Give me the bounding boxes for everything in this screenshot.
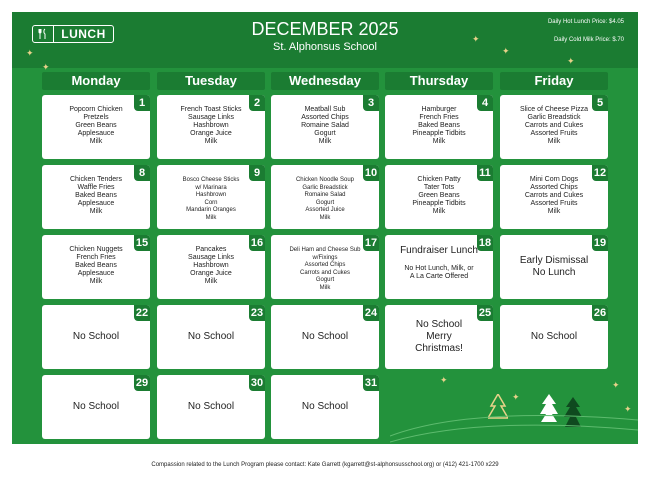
day-cell bbox=[42, 165, 150, 229]
hot-lunch-price: Daily Hot Lunch Price: $4.05 bbox=[547, 19, 624, 25]
date-number: 25 bbox=[478, 307, 492, 319]
menu-list bbox=[271, 247, 379, 292]
cell-heading bbox=[42, 331, 150, 343]
menu-item: Gogurt bbox=[315, 199, 335, 206]
day-cell bbox=[157, 95, 265, 159]
menu-item: Orange Juice bbox=[190, 130, 232, 137]
cell-heading-line: No School bbox=[415, 319, 463, 330]
school-name: St. Alphonsus School bbox=[273, 41, 377, 53]
menu-item: French Fries bbox=[76, 254, 116, 261]
star-icon: ✦ bbox=[440, 375, 448, 385]
footer-contact: Compassion related to the Lunch Program please contact: Kate Garrett (kgarrett@st-alphonsusschool.org) or (412) 421-1700 x229 bbox=[151, 462, 499, 468]
day-cell bbox=[271, 375, 379, 439]
cell-heading bbox=[385, 319, 493, 355]
menu-item: Baked Beans bbox=[75, 262, 117, 269]
menu-item: Green Beans bbox=[75, 122, 117, 129]
date-number: 24 bbox=[364, 307, 378, 319]
cell-heading-line: No School bbox=[530, 331, 578, 342]
day-cell bbox=[385, 305, 493, 369]
menu-item: w/Fixings bbox=[312, 254, 338, 261]
star-icon: ✦ bbox=[512, 392, 520, 402]
date-number: 9 bbox=[249, 165, 265, 181]
menu-item: Baked Beans bbox=[418, 122, 460, 129]
star-icon: ✦ bbox=[42, 62, 50, 72]
menu-list bbox=[271, 177, 379, 222]
date-number: 5 bbox=[592, 95, 608, 111]
menu-item: Chicken Noodle Soup bbox=[295, 177, 355, 183]
menu-item: Chicken Patty bbox=[417, 176, 461, 183]
date-number: 15 bbox=[135, 237, 149, 249]
menu-item: Romaine Salad bbox=[301, 122, 349, 129]
menu-item: Waffle Fries bbox=[77, 184, 115, 191]
date-number: 4 bbox=[477, 95, 493, 111]
menu-item: Pancakes bbox=[195, 246, 227, 253]
date-number: 3 bbox=[363, 95, 379, 111]
day-header-thursday: Thursday bbox=[385, 72, 493, 90]
menu-item: Milk bbox=[319, 284, 331, 291]
cell-heading bbox=[271, 331, 379, 343]
day-cell bbox=[157, 375, 265, 439]
cell-heading-line: No School bbox=[301, 331, 349, 342]
menu-list bbox=[42, 176, 150, 216]
star-icon: ✦ bbox=[612, 380, 620, 390]
calendar-board bbox=[12, 12, 638, 444]
date-number: 16 bbox=[250, 237, 264, 249]
menu-item: Chicken Tenders bbox=[69, 176, 122, 183]
cell-heading-line: No School bbox=[187, 331, 235, 342]
menu-item: Sausage Links bbox=[188, 254, 234, 261]
date-number: 2 bbox=[249, 95, 265, 111]
menu-item: Milk bbox=[318, 138, 332, 145]
date-number: 23 bbox=[250, 307, 264, 319]
day-cell bbox=[271, 305, 379, 369]
menu-list bbox=[385, 265, 493, 281]
cell-heading bbox=[42, 401, 150, 413]
menu-item: Pretzels bbox=[83, 114, 109, 121]
menu-list bbox=[157, 177, 265, 222]
day-cell bbox=[500, 165, 608, 229]
day-header-tuesday: Tuesday bbox=[157, 72, 265, 90]
menu-item: Assorted Juice bbox=[305, 207, 345, 213]
menu-list bbox=[271, 106, 379, 146]
date-number: 19 bbox=[593, 237, 607, 249]
menu-item: Green Beans bbox=[418, 192, 460, 199]
cell-heading-line: Christmas! bbox=[415, 343, 463, 354]
menu-item: Gogurt bbox=[315, 277, 335, 283]
menu-item: Assorted Chips bbox=[301, 114, 349, 121]
menu-item: French Fries bbox=[419, 114, 459, 121]
star-icon: ✦ bbox=[624, 404, 632, 414]
menu-item: Carrots and Cukes bbox=[524, 122, 584, 129]
menu-item: Milk bbox=[204, 278, 218, 285]
date-number: 30 bbox=[250, 377, 264, 389]
menu-list bbox=[42, 246, 150, 286]
date-number: 12 bbox=[593, 167, 607, 179]
menu-item: Milk bbox=[432, 138, 446, 145]
day-cell bbox=[500, 235, 608, 299]
day-header-monday: Monday bbox=[42, 72, 150, 90]
day-cell bbox=[385, 235, 493, 299]
menu-item: Applesauce bbox=[77, 200, 115, 207]
menu-item: Meatball Sub bbox=[304, 106, 346, 113]
menu-item: Applesauce bbox=[77, 270, 115, 277]
date-number: 17 bbox=[364, 237, 378, 249]
day-header-friday: Friday bbox=[500, 72, 608, 90]
menu-list bbox=[42, 106, 150, 146]
menu-item: Pineapple Tidbits bbox=[412, 200, 466, 207]
menu-item: No Hot Lunch, Milk, or bbox=[404, 265, 474, 272]
menu-item: Carrots and Cukes bbox=[299, 269, 351, 276]
date-number: 11 bbox=[477, 165, 493, 181]
menu-item: Baked Beans bbox=[75, 192, 117, 199]
menu-item: Garlic Breadstick bbox=[302, 184, 348, 191]
menu-item: Garlic Breadstick bbox=[527, 114, 581, 121]
menu-list bbox=[500, 176, 608, 216]
cell-heading bbox=[385, 245, 493, 257]
cell-heading bbox=[157, 401, 265, 413]
menu-item: Romaine Salad bbox=[304, 192, 346, 198]
day-header-wednesday: Wednesday bbox=[271, 72, 379, 90]
menu-item: Hashbrown bbox=[193, 262, 229, 269]
menu-item: Popcorn Chicken bbox=[69, 106, 123, 113]
menu-item: Milk bbox=[89, 278, 103, 285]
cell-heading bbox=[157, 331, 265, 343]
menu-item: Bosco Cheese Sticks bbox=[182, 177, 240, 183]
menu-item: Gogurt bbox=[314, 130, 336, 137]
menu-item: w/ Marinara bbox=[195, 184, 227, 191]
menu-item: Applesauce bbox=[77, 130, 115, 137]
cell-heading-line: No School bbox=[72, 401, 120, 412]
cell-heading-line: No Lunch bbox=[532, 267, 576, 278]
menu-list bbox=[157, 246, 265, 286]
date-number: 1 bbox=[134, 95, 150, 111]
menu-item: Deli Ham and Cheese Sub bbox=[289, 247, 361, 253]
menu-item: Assorted Chips bbox=[530, 184, 578, 191]
menu-item: Assorted Chips bbox=[304, 262, 346, 268]
menu-item: Slice of Cheese Pizza bbox=[519, 106, 589, 113]
cell-heading-line: Early Dismissal bbox=[519, 255, 589, 266]
lunch-badge-label: LUNCH bbox=[61, 27, 106, 41]
menu-item: Milk bbox=[319, 214, 331, 221]
cell-heading bbox=[500, 255, 608, 279]
menu-item: Chicken Nuggets bbox=[69, 246, 123, 253]
menu-item: Assorted Fruits bbox=[530, 200, 578, 207]
menu-item: Sausage Links bbox=[188, 114, 234, 121]
cell-heading bbox=[500, 331, 608, 343]
menu-item: Milk bbox=[89, 208, 103, 215]
cell-heading bbox=[271, 401, 379, 413]
day-cell bbox=[157, 235, 265, 299]
menu-item: Mini Corn Dogs bbox=[529, 176, 579, 183]
date-number: 29 bbox=[135, 377, 149, 389]
day-cell bbox=[42, 235, 150, 299]
menu-item: Milk bbox=[89, 138, 103, 145]
menu-item: French Toast Sticks bbox=[180, 106, 242, 113]
day-cell bbox=[385, 95, 493, 159]
menu-item: Milk bbox=[547, 138, 561, 145]
cell-heading-line: No School bbox=[301, 401, 349, 412]
menu-item: Milk bbox=[205, 214, 217, 221]
date-number: 8 bbox=[134, 165, 150, 181]
date-number: 10 bbox=[364, 167, 378, 179]
menu-item: Milk bbox=[432, 208, 446, 215]
date-number: 22 bbox=[135, 307, 149, 319]
menu-item: Assorted Fruits bbox=[530, 130, 578, 137]
cell-heading-line: Fundraiser Lunch bbox=[400, 245, 478, 256]
menu-item: Orange Juice bbox=[190, 270, 232, 277]
menu-list bbox=[157, 106, 265, 146]
day-cell bbox=[42, 305, 150, 369]
day-cell bbox=[271, 165, 379, 229]
day-cell bbox=[42, 95, 150, 159]
menu-item: Corn bbox=[204, 199, 218, 206]
menu-list bbox=[385, 106, 493, 146]
day-cell bbox=[157, 305, 265, 369]
page-title: DECEMBER 2025 bbox=[251, 19, 399, 39]
date-number: 26 bbox=[593, 307, 607, 319]
menu-item: Carrots and Cukes bbox=[524, 192, 584, 199]
menu-item: Hamburger bbox=[421, 106, 457, 113]
menu-list bbox=[385, 176, 493, 216]
menu-item: Milk bbox=[547, 208, 561, 215]
day-cell bbox=[42, 375, 150, 439]
menu-item: A La Carte Offered bbox=[409, 273, 469, 280]
cell-heading-line: No School bbox=[187, 401, 235, 412]
day-cell bbox=[157, 165, 265, 229]
menu-item: Tater Tots bbox=[423, 184, 455, 191]
menu-item: Pineapple Tidbits bbox=[412, 130, 466, 137]
swirl-lines bbox=[390, 396, 638, 444]
day-cell bbox=[500, 95, 608, 159]
menu-item: Hashbrown bbox=[193, 122, 229, 129]
day-cell bbox=[271, 235, 379, 299]
menu-list bbox=[500, 106, 608, 146]
menu-item: Hashbrown bbox=[195, 192, 227, 198]
star-icon: ✦ bbox=[567, 56, 575, 66]
star-icon: ✦ bbox=[472, 34, 480, 44]
milk-price: Daily Cold Milk Price: $.70 bbox=[553, 37, 624, 43]
cell-heading-line: No School bbox=[72, 331, 120, 342]
menu-item: Mandarin Oranges bbox=[186, 207, 236, 213]
day-cell bbox=[500, 305, 608, 369]
star-icon: ✦ bbox=[502, 46, 510, 56]
menu-item: Milk bbox=[204, 138, 218, 145]
day-cell bbox=[271, 95, 379, 159]
date-number: 31 bbox=[364, 377, 378, 389]
cell-heading-line: Merry bbox=[426, 331, 452, 342]
date-number: 18 bbox=[478, 237, 492, 249]
day-cell bbox=[385, 165, 493, 229]
star-icon: ✦ bbox=[26, 48, 34, 58]
